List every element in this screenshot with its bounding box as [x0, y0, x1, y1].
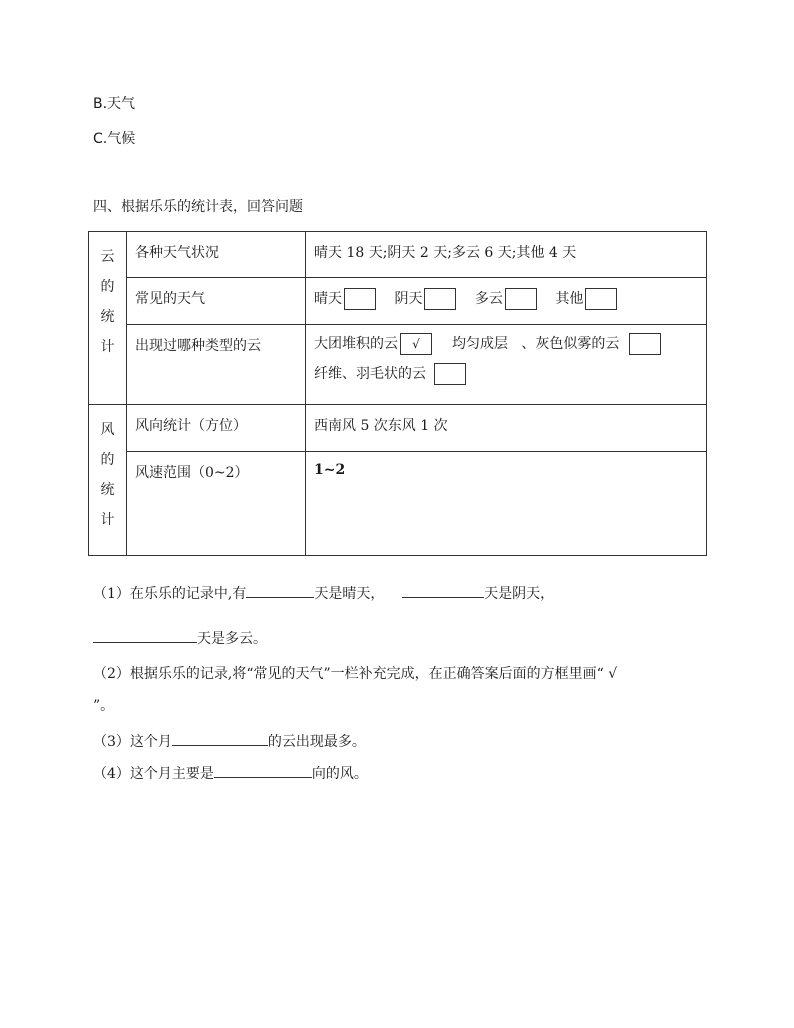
question-3: [93, 731, 366, 753]
wind-direction-label: 风向统计（方位）: [127, 405, 306, 452]
sunny-checkbox[interactable]: [344, 288, 376, 310]
option-cloudy: 多云: [474, 291, 503, 307]
question-1: [93, 583, 554, 605]
statistics-table: [88, 231, 707, 556]
wind-stats-header: [89, 405, 127, 556]
option-b: B.天气: [93, 96, 136, 112]
other-checkbox[interactable]: [585, 288, 617, 310]
gray-fog-checkbox[interactable]: [629, 333, 661, 355]
wind-side-char: 计: [100, 512, 115, 528]
cloud-type-heap: 大团堆积的云: [314, 336, 398, 352]
cloudy-checkbox[interactable]: [505, 288, 537, 310]
question-2: （2）根据乐乐的记录,将“常见的天气”一栏补充完成，在正确答案后面的方框里画“ √: [93, 666, 618, 682]
feather-checkbox[interactable]: [434, 363, 466, 385]
heap-checkbox[interactable]: √: [400, 333, 432, 355]
wind-side-char: 统: [100, 482, 115, 498]
q3-text-a: （3）这个月: [93, 734, 172, 750]
weather-status-label: 各种天气状况: [127, 232, 306, 278]
q4-text-b: 向的风。: [311, 766, 368, 782]
wind-speed-label: 风速范围（0~2）: [127, 452, 306, 556]
cloud-type-options: [306, 325, 707, 405]
cloud-side-char: 云: [100, 249, 115, 265]
option-other: 其他: [555, 291, 584, 307]
option-overcast: 阴天: [394, 291, 423, 307]
cloud-side-char: 的: [100, 279, 115, 295]
cloud-type-layered: 均匀成层: [452, 336, 508, 352]
question-1-cont: [93, 628, 267, 650]
common-weather-label: 常见的天气: [127, 278, 306, 325]
weather-status-value: 晴天 18 天;阴天 2 天;多云 6 天;其他 4 天: [306, 232, 707, 278]
cloud-type-label: 出现过哪种类型的云: [127, 325, 306, 405]
common-weather-options: [306, 278, 707, 325]
wind-direction-value: 西南风 5 次东风 1 次: [306, 405, 707, 452]
q1-text-d: 天是多云。: [197, 631, 267, 647]
q4-blank[interactable]: [214, 763, 312, 778]
q3-blank[interactable]: [172, 731, 268, 746]
option-sunny: 晴天: [314, 291, 342, 307]
question-2-cont: ”。: [93, 698, 115, 714]
q1-text-c: 天是阴天，: [484, 586, 555, 602]
section-title: 四、根据乐乐的统计表，回答问题: [93, 199, 303, 215]
q1-blank-cloudy[interactable]: [93, 628, 197, 643]
q4-text-a: （4）这个月主要是: [93, 766, 214, 782]
overcast-checkbox[interactable]: [424, 288, 456, 310]
cloud-type-gray-fog: 、灰色似雾的云: [521, 336, 620, 352]
q1-blank-overcast[interactable]: [402, 583, 484, 598]
wind-speed-value: 1~2: [306, 452, 707, 556]
q1-blank-sunny[interactable]: [246, 583, 314, 598]
q3-text-b: 的云出现最多。: [267, 734, 366, 750]
question-4: [93, 763, 368, 785]
wind-side-char: 风: [100, 422, 115, 438]
cloud-stats-header: [89, 232, 127, 405]
cloud-side-char: 统: [100, 309, 115, 325]
wind-side-char: 的: [100, 452, 115, 468]
q1-text-b: 天是晴天，: [314, 586, 385, 602]
cloud-side-char: 计: [100, 339, 115, 355]
q1-text-a: （1）在乐乐的记录中,有: [93, 586, 247, 602]
option-c: C.气候: [93, 131, 136, 147]
cloud-type-feather: 纤维、羽毛状的云: [314, 366, 426, 382]
